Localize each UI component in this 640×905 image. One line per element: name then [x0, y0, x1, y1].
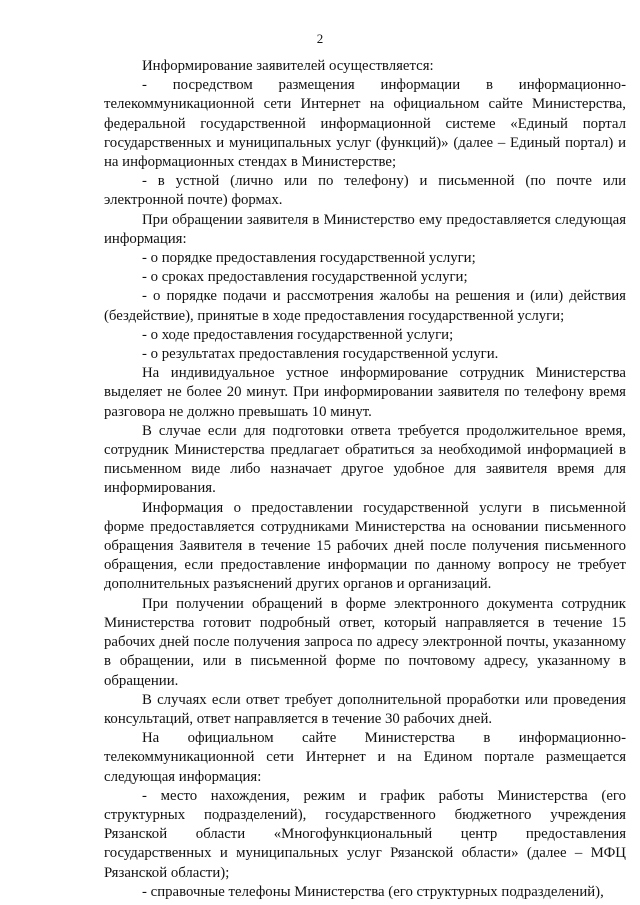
paragraph-oral-timing: На индивидуальное устное информирование сотрудник Министерства выделяет не более 20 минут. При информировании заявителя по телефону время разговора не должно превышать 10 минут. — [104, 365, 626, 420]
paragraph-location-schedule: - место нахождения, режим и график работы Министерства (его структурных подразделений), государственного бюджетного учреждения Рязанской области «Многофункциональный центр предоставления государственных и муниципальных услуг Рязанской области» (далее – МФЦ Рязанской области); — [104, 787, 626, 881]
paragraph-internet-info: - посредством размещения информации в информационно-телекоммуникационной сети Интернет на официальном сайте Министерства, федеральной государственной информационной системе «Единый портал государственных и муниципальных услуг (функций)» (далее – Единый портал) и на информационных стендах в Министерстве; — [104, 77, 626, 171]
page-number: 2 — [316, 31, 324, 46]
paragraph-consultation-response: В случаях если ответ требует дополнительной проработки или проведения консультаций, ответ направляется в течение 30 рабочих дней. — [104, 691, 626, 727]
document-body — [104, 57, 626, 902]
paragraph-provided-info-heading: При обращении заявителя в Министерство ему предоставляется следующая информация: — [104, 211, 626, 247]
paragraph-website-info-heading: На официальном сайте Министерства в информационно-телекоммуникационной сети Интернет и на Едином портале размещается следующая информация: — [104, 730, 626, 785]
paragraph-written-response: Информация о предоставлении государственной услуги в письменной форме предоставляется сотрудниками Министерства на основании письменного обращения Заявителя в течение 15 рабочих дней после получения письменного обращения, если предоставление информации по данному вопросу не требует дополнительных разъяснений других органов и организаций. — [104, 499, 626, 593]
paragraph-service-results: - о результатах предоставления государственной услуги. — [142, 346, 499, 363]
paragraph-long-response: В случае если для подготовки ответа требуется продолжительное время, сотрудник Министерства предлагает обратиться за необходимой информацией в письменном виде либо назначает другое удобное для заявителя время для информирования. — [104, 422, 626, 497]
paragraph-service-procedure: - о порядке предоставления государственной услуги; — [142, 250, 476, 267]
paragraph-reference-phones: - справочные телефоны Министерства (его структурных подразделений), — [142, 883, 604, 900]
paragraph-service-terms: - о сроках предоставления государственной услуги; — [142, 269, 468, 286]
paragraph-service-progress: - о ходе предоставления государственной услуги; — [142, 326, 454, 343]
paragraph-complaint-procedure: - о порядке подачи и рассмотрения жалобы на решения и (или) действия (бездействие), принятые в ходе предоставления государственной услуги; — [104, 288, 626, 324]
paragraph-electronic-response: При получении обращений в форме электронного документа сотрудник Министерства готовит подробный ответ, который направляется в течение 15 рабочих дней после получения запроса по адресу электронной почты, указанному в обращении, или в письменной форме по почтовому адресу, указанному в обращении. — [104, 595, 626, 689]
paragraph-oral-written-info: - в устной (лично или по телефону) и письменной (по почте или электронной почте) формах. — [104, 173, 626, 209]
paragraph-intro: Информирование заявителей осуществляется: — [142, 58, 434, 74]
